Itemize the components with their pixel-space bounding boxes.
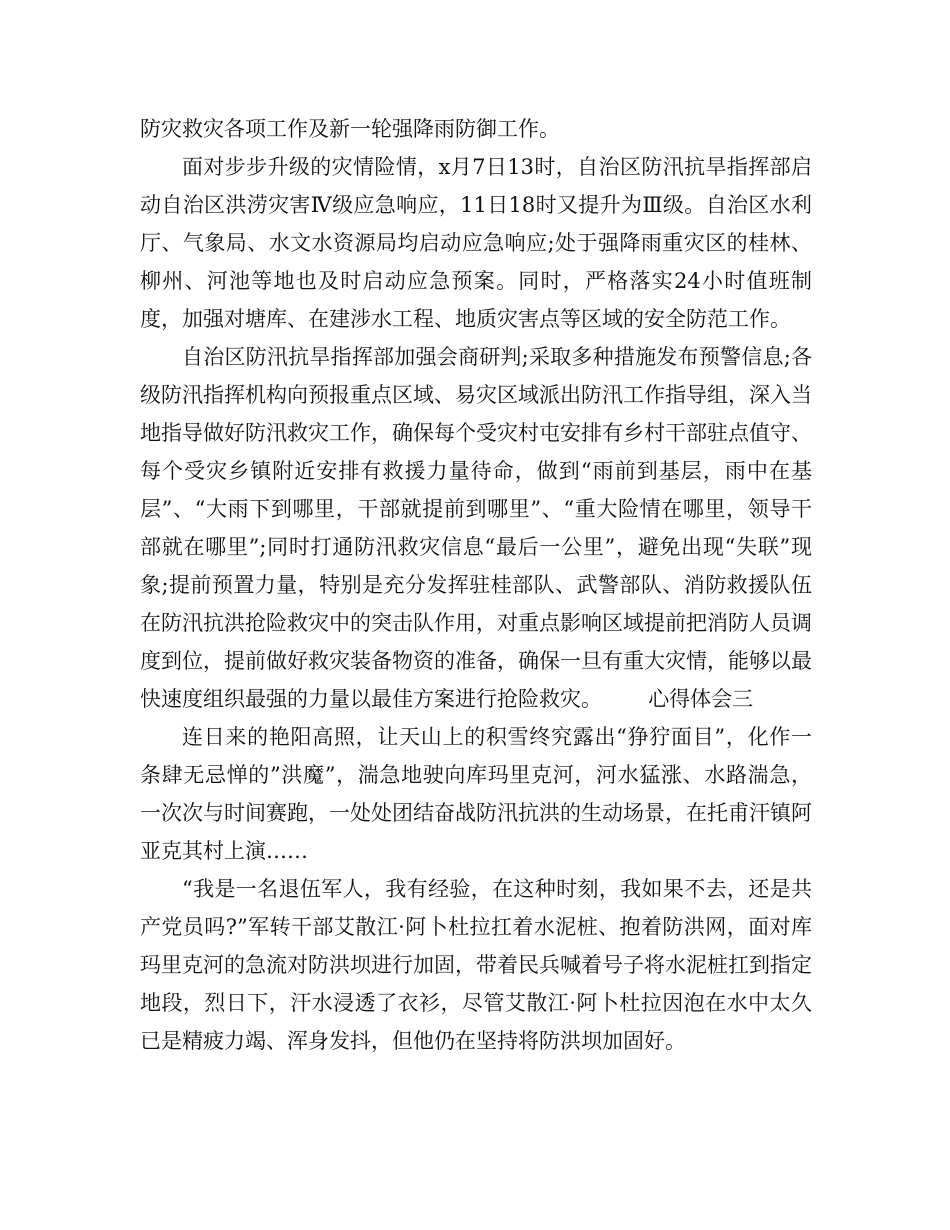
paragraph-2: 面对步步升级的灾情险情，x月7日13时，自治区防汛抗旱指挥部启动自治区洪涝灾害Ⅳ级应急响应，11日18时又提升为Ⅲ级。自治区水利厅、气象局、水文水资源局均启动应急响应;处于强降雨重灾区的桂林、柳州、河池等地也及时启动应急预案。同时，严格落实24小时值班制度，加强对塘库、在建涉水工程、地质灾害点等区域的安全防范工作。: [140, 155, 812, 331]
paragraph-4: 连日来的艳阳高照，让天山上的积雪终究露出“狰狞面目”，化作一条肆无忌惮的”洪魔”，湍急地驶向库玛里克河，河水猛涨、水路湍急，一次次与时间赛跑，一处处团结奋战防汛抗洪的生动场景，在托甫汗镇阿亚克其村上演……: [140, 725, 812, 863]
paragraph-5: “我是一名退伍军人，我有经验，在这种时刻，我如果不去，还是共产党员吗?”军转干部艾散江·阿卜杜拉扛着水泥桩、抱着防洪网，面对库玛里克河的急流对防洪坝进行加固，带着民兵喊着号子将水泥桩扛到指定地段，烈日下，汗水浸透了衣衫，尽管艾散江·阿卜杜拉因泡在水中太久已是精疲力竭、浑身发抖，但他仍在坚持将防洪坝加固好。: [140, 877, 812, 1053]
paragraph-1: 防灾救灾各项工作及新一轮强降雨防御工作。: [140, 117, 560, 141]
paragraph-3-body: 自治区防汛抗旱指挥部加强会商研判;采取多种措施发布预警信息;各级防汛指挥机构向预报重点区域、易灾区域派出防汛工作指导组，深入当地指导做好防汛救灾工作，确保每个受灾村屯安排有乡村干部驻点值守、每个受灾乡镇附近安排有救援力量待命，做到“雨前到基层，雨中在基层”、“大雨下到哪里，干部就提前到哪里”、“重大险情在哪里，领导干部就在哪里”;同时打通防汛救灾信息“最后一公里”，避免出现“失联”现象;提前预置力量，特别是充分发挥驻桂部队、武警部队、消防救援队伍在防汛抗洪抢险救灾中的突击队作用，对重点影响区域提前把消防人员调度到位，提前做好救灾装备物资的准备，确保一旦有重大灾情，能够以最快速度组织最强的力量以最佳方案进行抢险救灾。: [140, 345, 812, 711]
paragraph-3: [140, 338, 812, 718]
document-page: [140, 110, 812, 1060]
section-heading-inline: 心得体会三: [648, 687, 754, 711]
